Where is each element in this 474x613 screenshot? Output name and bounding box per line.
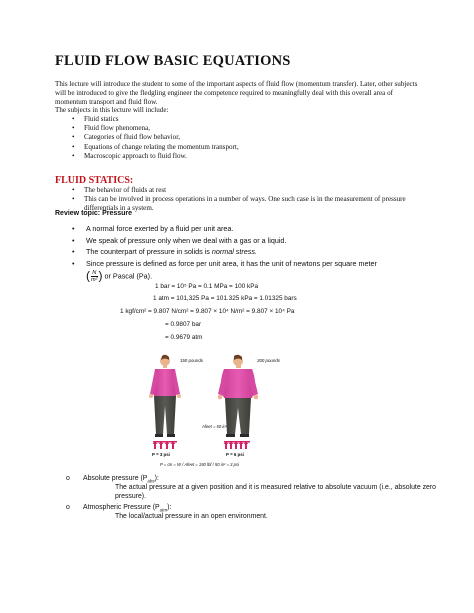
equation-atm: 1 atm = 101,325 Pa = 101.325 kPa = 1.01325 bars (153, 295, 297, 302)
list-item (66, 503, 436, 523)
fraction-numerator: N (92, 270, 97, 277)
list-item: • Macroscopic approach to fluid flow. (72, 152, 422, 161)
normal-stress-text: normal stress. (211, 247, 257, 257)
list-item (66, 474, 436, 500)
absolute-pressure-description: The actual pressure at a given position and it is measured relative to absolute vacuum (i.e., absolute zero pressure). (115, 484, 436, 500)
absolute-pressure-label: Absolute pressure $(P_{abs})$: (83, 475, 159, 484)
pressure-arrows-right (224, 441, 251, 449)
list-marker: o (66, 475, 70, 482)
thin-person-figure (149, 355, 181, 437)
list-item: • Fluid flow phenomena, (72, 124, 422, 133)
equation-bar-value: = 0.9807 bar (165, 321, 202, 328)
list-item: • Fluid statics (72, 115, 422, 124)
right-weight-label: 300 pounds (257, 358, 280, 363)
list-marker: o (66, 504, 70, 511)
right-pressure-label: P = 6 psi (226, 452, 244, 457)
equation-kgf: 1 kgf/cm² = 9.807 N/cm² = 9.807 × 10⁴ N/m² = 9.807 × 10⁴ Pa (120, 308, 295, 315)
list-item: • Categories of fluid flow behavior, (72, 133, 422, 142)
subjects-line: The subjects in this lecture will include: (55, 106, 169, 115)
list-item: • Since pressure is defined as force per unit area, it has the unit of newtons per square meter ( $\frac{N}{\text{m²}}$ ) or Pascal (Pa). (72, 258, 424, 284)
unit-line-text: Since pressure is defined as force per unit area, it has the unit of newtons per square meter (86, 258, 377, 268)
equation-bar: 1 bar = 10⁵ Pa = 0.1 MPa = 100 kPa (155, 283, 259, 290)
unit-fraction (91, 270, 98, 283)
review-heading: Review topic: Pressure (55, 210, 133, 217)
list-item: • Equations of change relating the momentum transport, (72, 143, 422, 152)
intro-paragraph (55, 80, 425, 115)
pressure-formula: P = σn = W / Afeet = 150 lbf / 50 in² = 3 psi (160, 462, 240, 467)
list-item: • A normal force exerted by a fluid per unit area. (72, 223, 424, 235)
list-item (72, 246, 424, 258)
pressure-figure (140, 354, 340, 472)
list-item: • This can be involved in process operations in a number of ways. One such case is in the measurement of pressure differentials in a system. (72, 195, 422, 213)
intro-text: This lecture will introduce the student to some of the important aspects of fluid flow (momentum transfer). Later, other subjects will be introduced to give the fledgling engineer the competence required to meaningfully deal with this overall area of momentum transport and fluid flow. (55, 80, 418, 106)
fraction-denominator: m² (91, 277, 98, 284)
pressure-arrows-left (153, 441, 178, 449)
feet-area-label: Afeet = 50 in² (202, 424, 228, 429)
list-item: • The behavior of fluids at rest (72, 186, 422, 195)
left-weight-label: 150 pounds (180, 358, 203, 363)
unit-line-suffix: or Pascal (Pa). (102, 271, 153, 281)
conversion-equations (120, 282, 420, 352)
equation-atm-value: = 0.9679 atm (165, 334, 203, 341)
list-item: • We speak of pressure only when we deal with a gas or a liquid. (72, 235, 424, 247)
atmospheric-pressure-label: Atmospheric Pressure $(P_{atm})$: (83, 504, 172, 513)
pressure-types-list (66, 474, 436, 522)
page-title: FLUID FLOW BASIC EQUATIONS (55, 53, 291, 69)
atmospheric-pressure-description: The local/actual pressure in an open environment. (115, 513, 268, 520)
pressure-list (72, 223, 424, 283)
subjects-list (72, 115, 422, 161)
counterpart-text: The counterpart of pressure in solids is (86, 247, 212, 257)
left-pressure-label: P = 3 psi (152, 452, 170, 457)
section-heading-fluid-statics: FLUID STATICS: (55, 175, 134, 186)
